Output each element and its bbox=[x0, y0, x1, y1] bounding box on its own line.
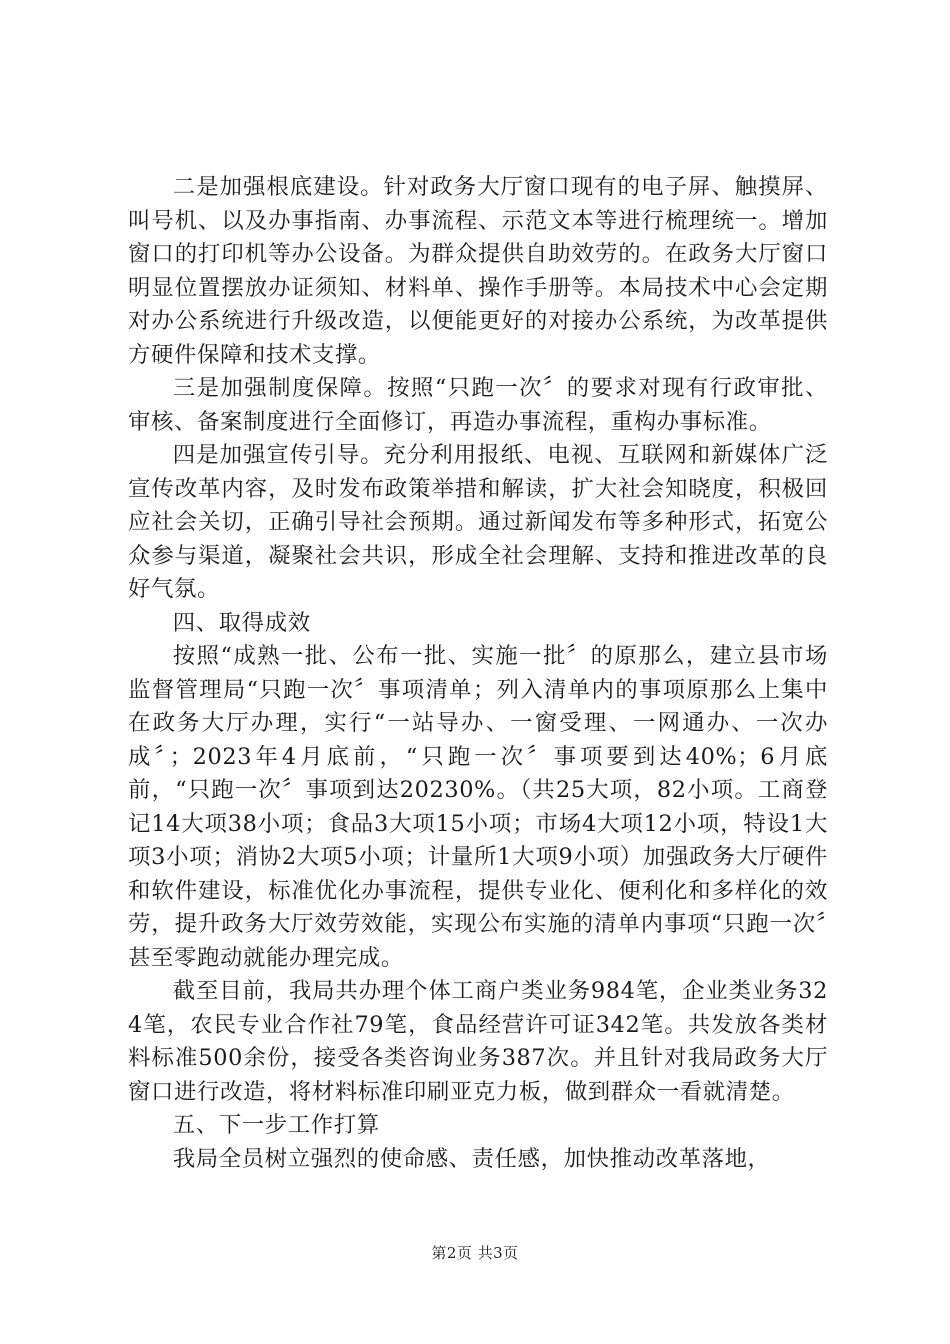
page-number: 第2页 共3页 bbox=[431, 1244, 519, 1262]
paragraph-statistics: 截至目前，我局共办理个体工商户类业务984笔，企业类业务324笔，农民专业合作社79笔，食品经营许可证342笔。共发放各类材料标准500余份，接受各类咨询业务387次。并且针对我局政务大厅窗口进行改造，将材料标准印刷亚克力板，做到群众一看就清楚。 bbox=[128, 978, 828, 1105]
paragraph-next-steps: 我局全员树立强烈的使命感、责任感，加快推动改革落地， bbox=[172, 1145, 771, 1172]
paragraph-publicity: 四是加强宣传引导。充分利用报纸、电视、互联网和新媒体广泛宣传改革内容，及时发布政策举措和解读，扩大社会知晓度，积极回应社会关切，正确引导社会预期。通过新闻发布等多种形式，拓宽公众参与渠道，凝聚社会共识，形成全社会理解、支持和推进改革的良好气氛。 bbox=[128, 442, 828, 602]
page-footer bbox=[0, 1242, 950, 1263]
paragraph-system-guarantee: 三是加强制度保障。按照“只跑一次〞的要求对现有行政审批、审核、备案制度进行全面修订，再造办事流程，重构办事标准。 bbox=[128, 375, 828, 435]
paragraph-results: 按照“成熟一批、公布一批、实施一批〞的原那么，建立县市场监督管理局“只跑一次〞事项清单；列入清单内的事项原那么上集中在政务大厅办理，实行“一站导办、一窗受理、一网通办、一次办成〞；2023年4月底前，“只跑一次〞事项要到达40%；6月底前，“只跑一次〞事项到达20230%。（共25大项，82小项。工商登记14大项38小项；食品3大项15小项；市场4大项12小项，特设1大项3小项；消协2大项5小项；计量所1大项9小项）加强政务大厅硬件和软件建设，标准优化办事流程，提供专业化、便利化和多样化的效劳，提升政务大厅效劳效能，实现公布实施的清单内事项“只跑一次〞甚至零跑动就能办理完成。 bbox=[128, 643, 828, 971]
paragraph-foundation-building: 二是加强根底建设。针对政务大厅窗口现有的电子屏、触摸屏、叫号机、以及办事指南、办事流程、示范文本等进行梳理统一。增加窗口的打印机等办公设备。为群众提供自助效劳的。在政务大厅窗口明显位置摆放办证须知、材料单、操作手册等。本局技术中心会定期对办公系统进行升级改造，以便能更好的对接办公系统，为改革提供方硬件保障和技术支撑。 bbox=[128, 174, 828, 368]
section-heading-results: 四、取得成效 bbox=[172, 609, 311, 636]
section-heading-next-steps: 五、下一步工作打算 bbox=[172, 1112, 380, 1138]
document-body bbox=[128, 171, 828, 1176]
